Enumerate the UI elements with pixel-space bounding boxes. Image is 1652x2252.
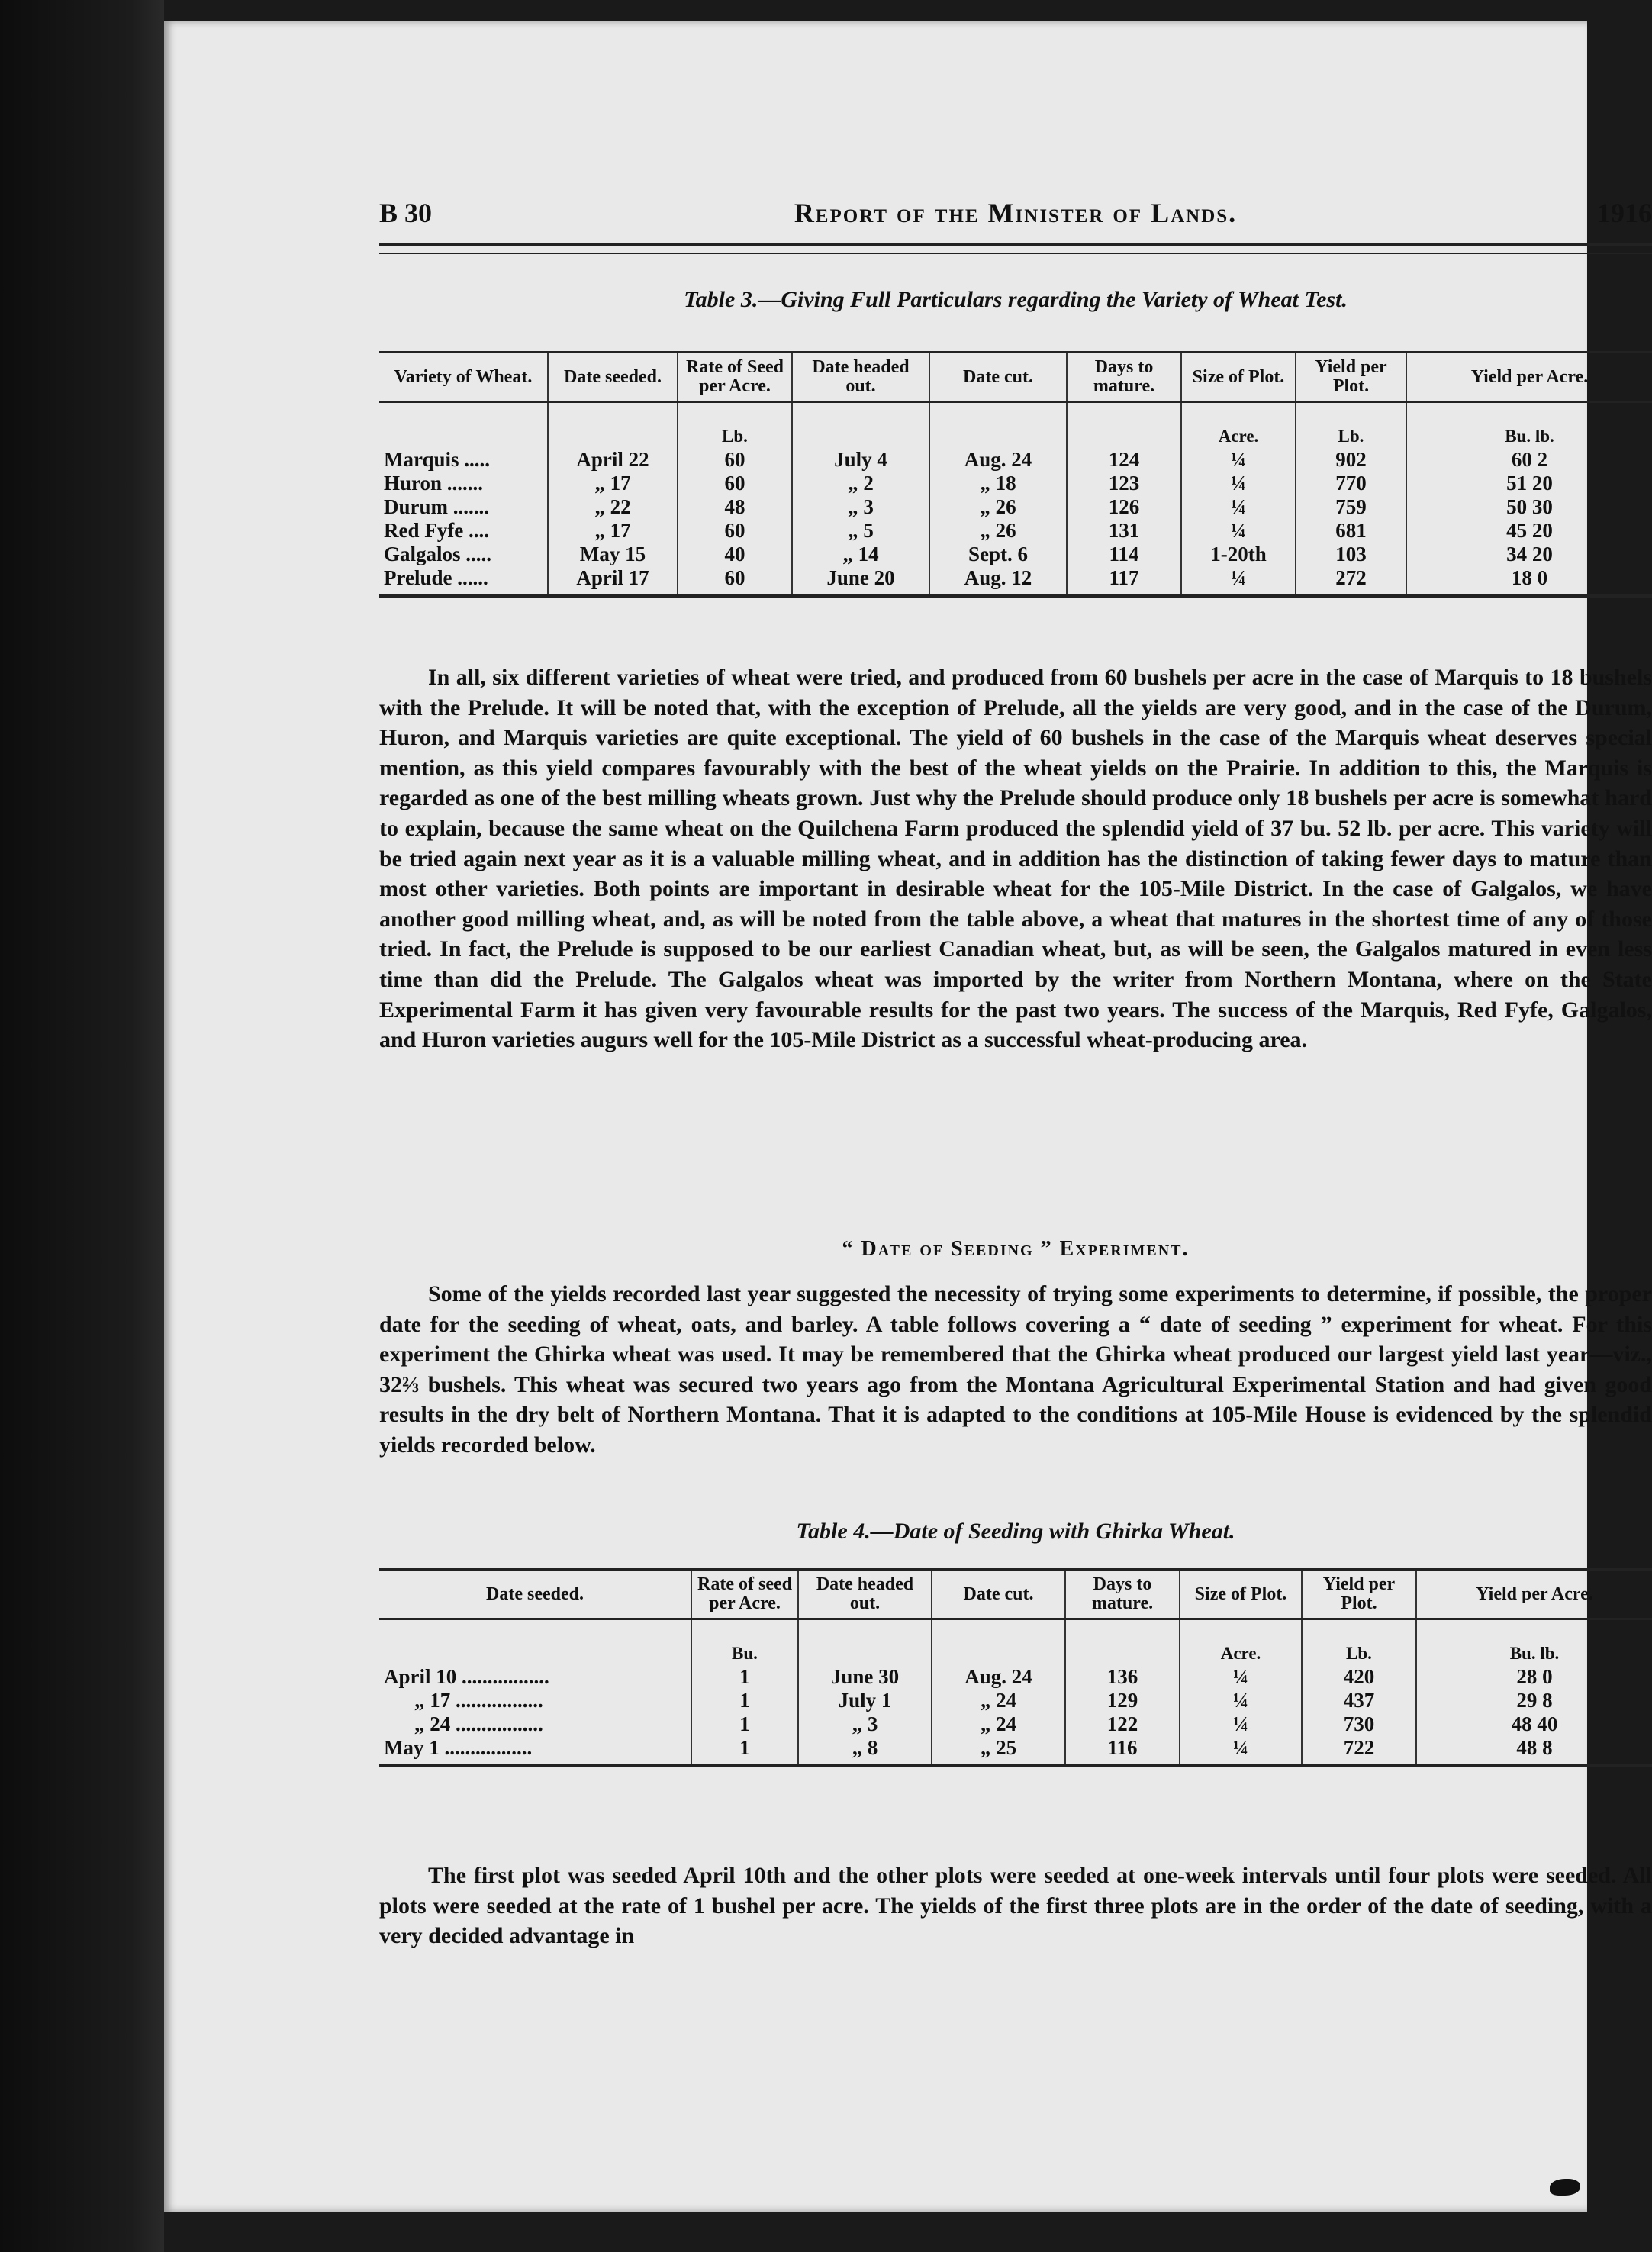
table-cell: Sept. 6 [929, 543, 1067, 566]
table-cell: 722 [1302, 1736, 1416, 1766]
table-cell: 117 [1067, 566, 1181, 596]
table-cell: „ 8 [798, 1736, 932, 1766]
table-cell: „ 17 ................. [414, 1689, 543, 1712]
table-cell: 50 30 [1406, 495, 1652, 519]
table-cell: May 15 [548, 543, 678, 566]
table-cell: 48 8 [1416, 1736, 1652, 1766]
document-page [164, 21, 1652, 2212]
table-cell: 770 [1296, 472, 1406, 495]
body-paragraph-plot-results: The first plot was seeded April 10th and the other plots were seeded at one-week intervals until four plots were seeded. All plots were seeded at the rate of 1 bushel per acre. The yields of the first three plots are in the order of the date of seeding, with a very decided advantage in [379, 1863, 1652, 1949]
table-cell: July 4 [792, 448, 929, 472]
table4-col-days: Days to mature. [1065, 1570, 1180, 1619]
table-cell: Bu. lb. [1416, 1619, 1652, 1666]
table4-col-size: Size of Plot. [1180, 1570, 1302, 1619]
table-cell: 45 20 [1406, 519, 1652, 543]
table-cell: 420 [1302, 1665, 1416, 1689]
table-cell: 103 [1296, 543, 1406, 566]
table-cell: April 22 [548, 448, 678, 472]
table-cell: „ 3 [798, 1712, 932, 1736]
table3-col-headed-out: Date headed out. [792, 353, 929, 402]
table-cell: 48 [678, 495, 792, 519]
table-cell: „ 3 [792, 495, 929, 519]
table-cell: 136 [1065, 1665, 1180, 1689]
table-cell: 122 [1065, 1712, 1180, 1736]
table-cell: 29 8 [1416, 1689, 1652, 1712]
table-cell [792, 402, 929, 449]
table-cell: Lb. [678, 402, 792, 449]
scan-border [0, 0, 164, 2252]
table-cell: 1 [691, 1712, 798, 1736]
table-cell: Bu. [691, 1619, 798, 1666]
table-cell: 437 [1302, 1689, 1416, 1712]
table-cell: 28 0 [1416, 1665, 1652, 1689]
table-cell: ¼ [1181, 472, 1296, 495]
table-cell [929, 402, 1067, 449]
table3-units-row [379, 402, 1652, 449]
table-cell: „ 5 [792, 519, 929, 543]
table-cell: June 20 [792, 566, 929, 596]
table-cell: „ 17 [548, 519, 678, 543]
report-title: Report of the Minister of Lands. [794, 198, 1238, 228]
table3-col-yield-acre: Yield per Acre. [1406, 353, 1652, 402]
table4-col-headed-out: Date headed out. [798, 1570, 932, 1619]
table-cell: 759 [1296, 495, 1406, 519]
table-cell: 681 [1296, 519, 1406, 543]
table-cell: 60 [678, 566, 792, 596]
table-cell: Aug. 24 [932, 1665, 1065, 1689]
table-cell: 18 0 [1406, 566, 1652, 596]
table-cell: 60 [678, 472, 792, 495]
table4-col-rate: Rate of seed per Acre. [691, 1570, 798, 1619]
table-cell: 1 [691, 1736, 798, 1766]
table-row [379, 519, 1652, 543]
table3-col-days: Days to mature. [1067, 353, 1181, 402]
table4-col-yield-plot: Yield per Plot. [1302, 1570, 1416, 1619]
table-cell: „ 26 [929, 519, 1067, 543]
table-row [379, 1665, 1652, 1689]
body-paragraph-variety-results: In all, six different varieties of wheat were tried, and produced from 60 bushels per acre in the case of Marquis to 18 bushels with the Prelude. It will be noted that, with the exception of Prelude, all the yields are very good, and in the case of the Durum, Huron, and Marquis varieties are quite exceptional. The yield of 60 bushels in the case of the Marquis wheat deserves special mention, as this yield compares favourably with the best of the wheat yields on the Prairie. In addition to this, the Marquis is regarded as one of the best milling wheats grown. Just why the Prelude should produce only 18 bushels per acre is somewhat hard to explain, because the same wheat on the Quilchena Farm produced the splendid yield of 37 bu. 52 lb. per acre. This variety will be tried again next year as it is a valuable milling wheat, and in addition has the distinction of taking fewer days to mature than most other varieties. Both points are important in desirable wheat for the 105-Mile District. In the case of Galgalos, we have another good milling wheat, and, as will be noted from the table above, a wheat that matures in the shortest time of any of those tried. In fact, the Prelude is supposed to be our earliest Canadian wheat, but, as will be seen, the Galgalos matured in even less time than did the Prelude. The Galgalos wheat was imported by the writer from Northern Montana, where on the State Experimental Farm it has given very favourable results for the past two years. The success of the Marquis, Red Fyfe, Galgalos, and Huron varieties augurs well for the 105-Mile District as a successful wheat-producing area. [379, 665, 1652, 1053]
table-cell: 51 20 [1406, 472, 1652, 495]
table4-col-date-seeded: Date seeded. [379, 1570, 691, 1619]
table-cell: „ 17 [548, 472, 678, 495]
table3-col-date-seeded: Date seeded. [548, 353, 678, 402]
table-cell: ¼ [1180, 1665, 1302, 1689]
table-cell: Acre. [1181, 402, 1296, 449]
table-cell: April 10 ................. [384, 1665, 549, 1689]
table-cell: „ 18 [929, 472, 1067, 495]
table-cell [1065, 1619, 1180, 1666]
table4-date-of-seeding [379, 1568, 1652, 1767]
table-cell: 48 40 [1416, 1712, 1652, 1736]
table-cell: Prelude ...... [384, 566, 488, 590]
table-cell: Lb. [1302, 1619, 1416, 1666]
table-cell: „ 22 [548, 495, 678, 519]
table-row [379, 472, 1652, 495]
table-cell: Marquis ..... [384, 448, 491, 472]
table-cell: „ 14 [792, 543, 929, 566]
table-cell: 1-20th [1181, 543, 1296, 566]
table-cell: ¼ [1181, 519, 1296, 543]
table-cell: Durum ....... [384, 495, 490, 519]
table3-caption: Table 3.—Giving Full Particulars regarding the Variety of Wheat Test. [684, 287, 1348, 312]
body-paragraph-seeding-intro: Some of the yields recorded last year suggested the necessity of trying some experiments to determine, if possible, the proper date for the seeding of wheat, oats, and barley. A table follows covering a “ date of seeding ” experiment for wheat. For this experiment the Ghirka wheat was used. It may be remembered that the Ghirka wheat produced our largest yield last year—viz., 32⅔ bushels. This wheat was secured two years ago from the Montana Agricultural Experimental Station and had given good results in the dry belt of Northern Montana. That it is adapted to the conditions at 105-Mile House is evidenced by the splendid yields recorded below. [379, 1281, 1652, 1458]
table-row [379, 495, 1652, 519]
table4-caption: Table 4.—Date of Seeding with Ghirka Wheat. [796, 1519, 1235, 1544]
table-cell: ¼ [1180, 1736, 1302, 1766]
table4-col-date-cut: Date cut. [932, 1570, 1065, 1619]
table-cell: 116 [1065, 1736, 1180, 1766]
header-rule [379, 243, 1652, 254]
table-cell: 114 [1067, 543, 1181, 566]
report-year: 1916 [1597, 198, 1652, 228]
table-row [379, 543, 1652, 566]
table-cell: „ 24 [932, 1712, 1065, 1736]
scan-smudge [1550, 2179, 1580, 2196]
table-row [379, 1712, 1652, 1736]
table-cell: 60 [678, 448, 792, 472]
table4-col-yield-acre: Yield per Acre. [1416, 1570, 1652, 1619]
table-cell: May 1 ................. [384, 1736, 533, 1760]
table-cell: „ 25 [932, 1736, 1065, 1766]
table-cell [548, 402, 678, 449]
table-row [379, 1689, 1652, 1712]
table-cell: 126 [1067, 495, 1181, 519]
table3-col-size: Size of Plot. [1181, 353, 1296, 402]
table-cell: 60 [678, 519, 792, 543]
table-cell: 902 [1296, 448, 1406, 472]
table-cell: 272 [1296, 566, 1406, 596]
table-cell: 1 [691, 1689, 798, 1712]
table-cell: „ 24 [932, 1689, 1065, 1712]
table-cell: 1 [691, 1665, 798, 1689]
table-cell: 123 [1067, 472, 1181, 495]
table3-col-variety: Variety of Wheat. [379, 353, 548, 402]
table-cell: „ 2 [792, 472, 929, 495]
table-row [379, 566, 1652, 596]
table-cell: 131 [1067, 519, 1181, 543]
table-cell [932, 1619, 1065, 1666]
table-cell: 124 [1067, 448, 1181, 472]
table-cell [798, 1619, 932, 1666]
table-cell: Huron ....... [384, 472, 484, 495]
table-cell: June 30 [798, 1665, 932, 1689]
table-cell: ¼ [1180, 1712, 1302, 1736]
table-cell: April 17 [548, 566, 678, 596]
table3-col-rate: Rate of Seed per Acre. [678, 353, 792, 402]
table-cell: Acre. [1180, 1619, 1302, 1666]
section-heading-date-of-seeding: “ Date of Seeding ” Experiment. [842, 1237, 1190, 1261]
table3-col-yield-plot: Yield per Plot. [1296, 353, 1406, 402]
table3-header-row [379, 353, 1652, 402]
table-cell: ¼ [1181, 495, 1296, 519]
table-cell: ¼ [1180, 1689, 1302, 1712]
table3-variety-test [379, 351, 1652, 598]
table-cell: Aug. 24 [929, 448, 1067, 472]
table-cell: „ 26 [929, 495, 1067, 519]
table-row [379, 448, 1652, 472]
table-row [379, 1736, 1652, 1766]
table-cell: Bu. lb. [1406, 402, 1652, 449]
table4-header-row [379, 1570, 1652, 1619]
page-label: B 30 [379, 198, 433, 228]
running-header [379, 197, 1652, 235]
table-cell: 730 [1302, 1712, 1416, 1736]
table-cell: Aug. 12 [929, 566, 1067, 596]
table3-col-date-cut: Date cut. [929, 353, 1067, 402]
table-cell: July 1 [798, 1689, 932, 1712]
table-cell [379, 1619, 691, 1666]
table-cell: 34 20 [1406, 543, 1652, 566]
table-cell [1067, 402, 1181, 449]
table-cell: Red Fyfe .... [384, 519, 489, 543]
table-cell: 40 [678, 543, 792, 566]
table-cell: „ 24 ................. [414, 1712, 543, 1736]
table-cell: Lb. [1296, 402, 1406, 449]
table4-units-row [379, 1619, 1652, 1666]
table-cell: 60 2 [1406, 448, 1652, 472]
table-cell: ¼ [1181, 448, 1296, 472]
table-cell: 129 [1065, 1689, 1180, 1712]
table-cell: ¼ [1181, 566, 1296, 596]
table-cell [379, 402, 548, 449]
table-cell: Galgalos ..... [384, 543, 492, 566]
